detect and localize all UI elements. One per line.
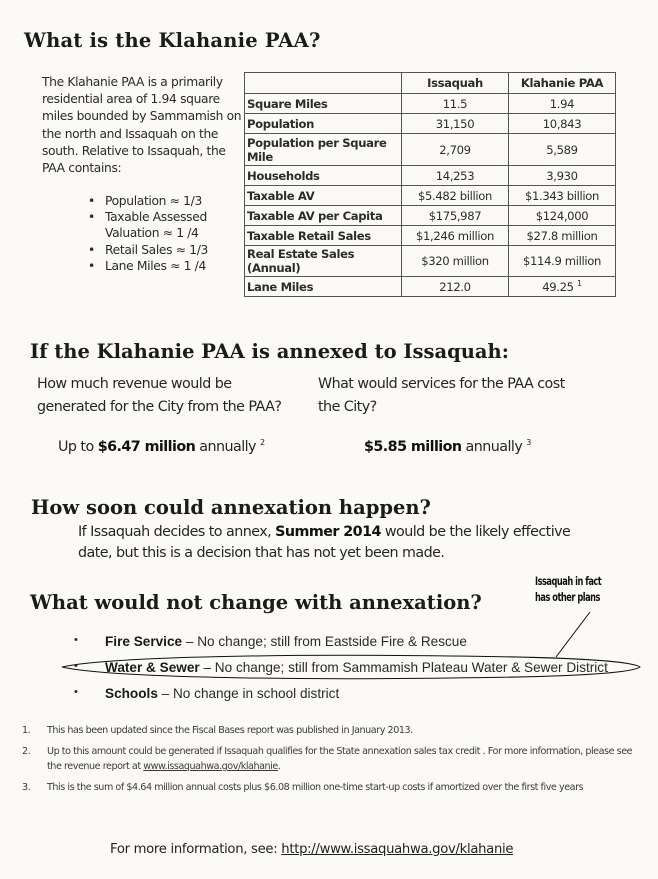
cell-issaquah: 14,253 xyxy=(402,166,509,186)
bullet-icon: • xyxy=(88,210,95,225)
footnote-item: 3. This is the sum of $4.64 million annual costs plus $6.08 million one-time start-up costs if amortized over the first five years xyxy=(22,782,584,793)
effective-date: Summer 2014 xyxy=(275,524,381,540)
table-row xyxy=(245,114,616,134)
cell-klahanie: $1.343 billion xyxy=(509,186,616,206)
table-row xyxy=(245,277,616,297)
handwritten-annotation: Issaquah in fact has other plans xyxy=(535,575,602,604)
klahanie-info-link[interactable]: http://www.issaquahwa.gov/klahanie xyxy=(281,842,514,857)
row-label: Population per Square Mile xyxy=(245,134,402,166)
intro-paragraph: The Klahanie PAA is a primarily residential area of 1.94 square miles bounded by Sammamish on the north and Issaquah on the south. Relative to Issaquah, the PAA contains: xyxy=(42,75,242,176)
table-row xyxy=(245,94,616,114)
cell-klahanie: 10,843 xyxy=(509,114,616,134)
bullet-icon: • xyxy=(74,660,78,672)
list-item: • Fire Service – No change; still from Eastside Fire & Rescue xyxy=(74,634,467,649)
footer-more-info: For more information, see: http://www.issaquahwa.gov/klahanie xyxy=(110,842,514,857)
header-klahanie: Klahanie PAA xyxy=(509,73,616,94)
row-label: Lane Miles xyxy=(245,277,402,297)
cell-klahanie: $27.8 million xyxy=(509,226,616,246)
cell-issaquah: $175,987 xyxy=(402,206,509,226)
cell-klahanie: 1.94 xyxy=(509,94,616,114)
table-row xyxy=(245,246,616,277)
cell-klahanie: $124,000 xyxy=(509,206,616,226)
heading-how-soon: How soon could annexation happen? xyxy=(31,496,431,519)
header-issaquah: Issaquah xyxy=(402,73,509,94)
row-label: Square Miles xyxy=(245,94,402,114)
footnote-ref: 2 xyxy=(259,438,265,448)
list-item: • Schools – No change in school district xyxy=(74,686,340,701)
row-label: Population xyxy=(245,114,402,134)
cell-issaquah: 31,150 xyxy=(402,114,509,134)
row-label: Households xyxy=(245,166,402,186)
footnote-ref: 1 xyxy=(577,278,582,288)
table-row xyxy=(245,186,616,206)
cell-klahanie: $114.9 million xyxy=(509,246,616,277)
table-row xyxy=(245,166,616,186)
cell-issaquah: $320 million xyxy=(402,246,509,277)
bullet-icon: • xyxy=(88,258,95,273)
list-item: • Population ≈ 1/3 xyxy=(88,194,202,208)
list-item: • Water & Sewer – No change; still from Sammamish Plateau Water & Sewer District xyxy=(74,660,608,675)
row-label: Real Estate Sales (Annual) xyxy=(245,246,402,277)
list-item: • Retail Sales ≈ 1/3 xyxy=(88,242,208,257)
bullet-icon: • xyxy=(88,194,95,208)
cell-klahanie: 3,930 xyxy=(509,166,616,186)
cell-klahanie: 5,589 xyxy=(509,134,616,166)
cell-issaquah: 11.5 xyxy=(402,94,509,114)
table-row xyxy=(245,226,616,246)
heading-if-annexed: If the Klahanie PAA is annexed to Issaquah: xyxy=(30,340,509,363)
row-label: Taxable AV per Capita xyxy=(245,206,402,226)
cell-klahanie: 49.25 $^1$ xyxy=(509,277,616,297)
relative-share-list xyxy=(86,193,236,274)
revenue-question: How much revenue would be generated for the City from the PAA? xyxy=(37,376,282,415)
footnote-item: 1. This has been updated since the Fiscal Bases report was published in January 2013. xyxy=(22,725,413,736)
comparison-table xyxy=(244,72,616,297)
revenue-amount: $6.47 million xyxy=(97,439,196,455)
bullet-icon: • xyxy=(74,686,78,698)
unchanged-services-list xyxy=(40,634,640,712)
list-item: • Taxable Assessed Valuation ≈ 1 /4 xyxy=(88,210,207,241)
table-row xyxy=(245,206,616,226)
heading-what-not-change: What would not change with annexation? xyxy=(30,591,482,614)
footnote-item: 2. Up to this amount could be generated if Issaquah qualifies for the State annexation sales tax credit . For more information, please see the revenue report at www.issaquahwa.gov/klahanie. xyxy=(22,746,633,772)
heading-what-is-klahanie: What is the Klahanie PAA? xyxy=(24,29,321,52)
cell-issaquah: 2,709 xyxy=(402,134,509,166)
cell-issaquah: 212.0 xyxy=(402,277,509,297)
cost-amount: $5.85 million xyxy=(364,439,462,455)
row-label: Taxable Retail Sales xyxy=(245,226,402,246)
footnotes xyxy=(22,723,642,801)
cost-answer: $5.85 million annually $^3$ xyxy=(364,438,531,455)
list-item: • Lane Miles ≈ 1 /4 xyxy=(88,258,206,273)
revenue-answer: Up to $6.47 million annually $^2$ xyxy=(58,438,265,455)
cell-issaquah: $1,246 million xyxy=(402,226,509,246)
bullet-icon: • xyxy=(74,634,78,646)
header-blank xyxy=(245,73,402,94)
footnote-ref: 3 xyxy=(526,438,531,448)
bullet-icon: • xyxy=(88,242,95,257)
table-row xyxy=(245,134,616,166)
cost-question: What would services for the PAA cost the City? xyxy=(318,376,565,415)
timing-paragraph: If Issaquah decides to annex, Summer 2014 would be the likely effective date, but this is a decision that has not yet been made. xyxy=(78,524,571,561)
table-header-row xyxy=(245,73,616,94)
revenue-report-link[interactable]: www.issaquahwa.gov/klahanie xyxy=(143,761,278,772)
cell-issaquah: $5.482 billion xyxy=(402,186,509,206)
row-label: Taxable AV xyxy=(245,186,402,206)
